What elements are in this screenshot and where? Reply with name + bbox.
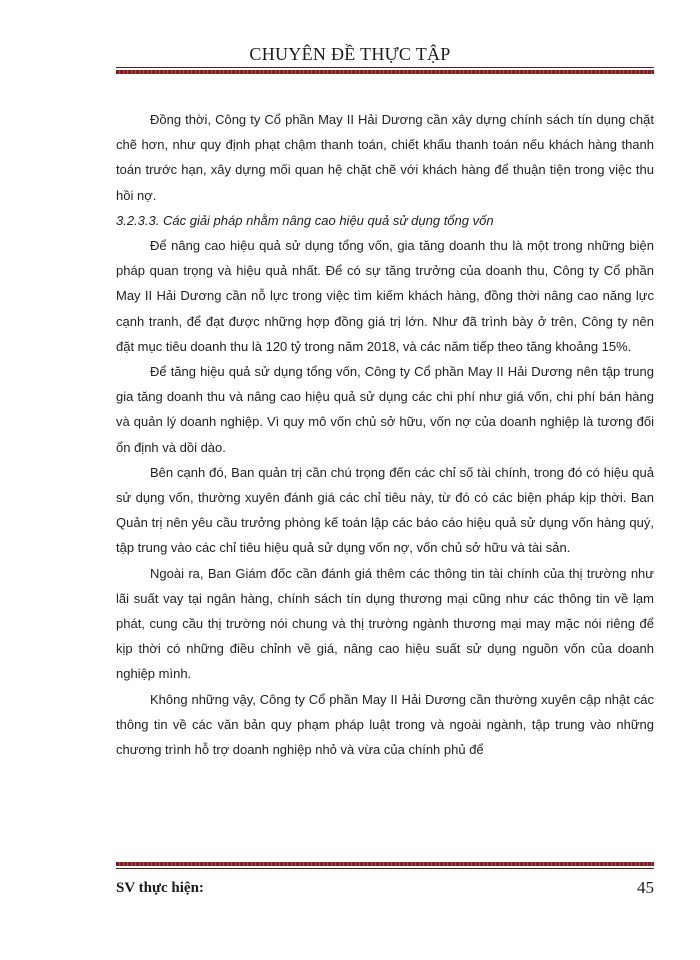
paragraph: Để nâng cao hiệu quả sử dụng tổng vốn, gia tăng doanh thu là một trong những biện pháp quan trọng và hiệu quả nhất. Để có sự tăng trưởng của doanh thu, Công ty Cổ phần May II Hải Dương cần nỗ lực trong việc tìm kiếm khách hàng, đồng thời nâng cao năng lực cạnh tranh, để đạt được những hợp đồng giá trị lớn. Như đã trình bày ở trên, Công ty nên đặt mục tiêu doanh thu là 120 tỷ trong năm 2018, và các năm tiếp theo tăng khoảng 15%. <box>116 238 654 354</box>
header-rule-thick <box>116 70 654 74</box>
paragraph: Để tăng hiệu quả sử dụng tổng vốn, Công ty Cổ phần May II Hải Dương nên tập trung gia tăng doanh thu và nâng cao hiệu quả sử dụng các chi phí như giá vốn, chi phí bán hàng và quản lý doanh nghiệp. Vì quy mô vốn chủ sở hữu, vốn nợ của doanh nghiệp là tương đối ổn định và dồi dào. <box>116 364 654 455</box>
page-number: 45 <box>637 878 654 897</box>
page-header-title: CHUYÊN ĐỀ THỰC TẬP <box>249 44 451 64</box>
paragraph: Đồng thời, Công ty Cổ phần May II Hải Dương cần xây dựng chính sách tín dụng chặt chẽ hơn, như quy định phạt chậm thanh toán, chiết khấu thanh toán nếu khách hàng thanh toán trước hạn, xây dựng mối quan hệ chặt chẽ với khách hàng để thuận tiện trong việc thu hồi nợ. <box>116 112 654 203</box>
footer-rule-thin <box>116 868 654 869</box>
header-rule-thin <box>116 67 654 68</box>
footer-student-label: SV thực hiện: <box>116 880 204 896</box>
document-body <box>116 107 654 762</box>
section-heading: 3.2.3.3. Các giải pháp nhằm nâng cao hiệu quả sử dụng tổng vốn <box>116 212 494 228</box>
paragraph: Không những vậy, Công ty Cổ phần May II Hải Dương cần thường xuyên cập nhật các thông tin về các văn bản quy phạm pháp luật trong và ngoài ngành, tập trung vào những chương trình hỗ trợ doanh nghiệp nhỏ và vừa của chính phủ để <box>116 691 654 758</box>
paragraph: Bên cạnh đó, Ban quản trị cần chú trọng đến các chỉ số tài chính, trong đó có hiệu quả sử dụng vốn, thường xuyên đánh giá các chỉ tiêu này, từ đó có các biện pháp kịp thời. Ban Quản trị nên yêu cầu trưởng phòng kế toán lập các báo cáo hiệu quả sử dụng vốn hàng quý, tập trung vào các chỉ tiêu hiệu quả sử dụng vốn nợ, vốn chủ sở hữu và tài sản. <box>116 464 654 556</box>
paragraph: Ngoài ra, Ban Giám đốc cần đánh giá thêm các thông tin tài chính của thị trường như lãi suất vay tại ngân hàng, chính sách tín dụng thương mại cũng như các thông tin về lạm phát, cung cầu thị trường nói chung và thị trường ngành thương mại may mặc nói riêng để kịp thời có những điều chỉnh về giá, nâng cao hiệu suất sử dụng nguồn vốn của doanh nghiệp mình. <box>116 565 654 682</box>
footer-rule-thick <box>116 862 654 866</box>
